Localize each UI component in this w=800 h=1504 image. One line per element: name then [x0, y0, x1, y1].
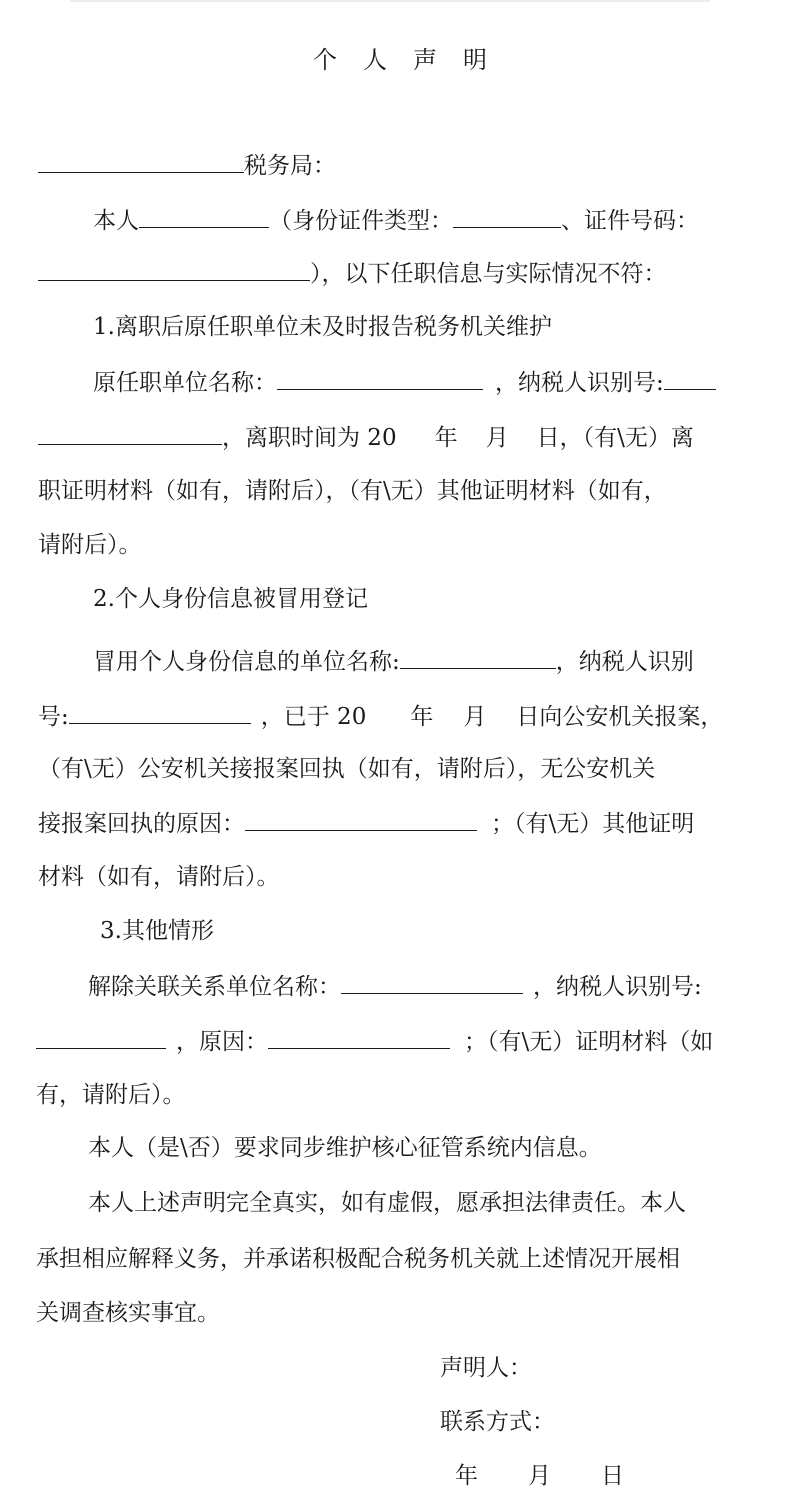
- section-2-line-3: （有\无）公安机关接报案回执（如有，请附后），无公安机关: [38, 756, 656, 782]
- report-year-label: 年: [410, 704, 434, 730]
- section-1-heading: 1.离职后原任职单位未及时报告税务机关维护: [93, 314, 552, 340]
- other-proof-label: ；（有\无）其他证明: [491, 811, 695, 837]
- unlinked-taxpayer-id-label: ，纳税人识别号:: [533, 974, 702, 1000]
- signature-month-label: 月: [528, 1463, 551, 1489]
- pledge-line-2: 承担相应解释义务，并承诺积极配合税务机关就上述情况开展相: [36, 1246, 680, 1272]
- section-2-line-2: [38, 701, 723, 731]
- signature-date: [455, 1461, 624, 1491]
- intro-line-2: [38, 258, 667, 288]
- addressee-label: 税务局：: [244, 153, 336, 179]
- pledge-line-3: 关调查核实事宜。: [36, 1300, 220, 1326]
- id-type-label: （身份证件类型：: [269, 208, 453, 234]
- taxpayer-id-label-b: 号:: [38, 704, 69, 730]
- top-divider: [70, 0, 710, 2]
- section-2-heading: 2.个人身份信息被冒用登记: [93, 586, 368, 612]
- report-month-label: 月: [463, 704, 487, 730]
- id-type-blank[interactable]: [453, 205, 561, 228]
- declarant-label: 声明人：: [440, 1355, 532, 1381]
- name-blank[interactable]: [139, 205, 269, 228]
- intro-trail: ），以下任职信息与实际情况不符：: [310, 261, 667, 287]
- section-1-line-1: [93, 367, 716, 397]
- report-date-label: ，已于 20: [260, 704, 367, 730]
- proof-label: ；（有\无）证明材料（如: [464, 1029, 714, 1055]
- section-1-line-2: [38, 422, 694, 452]
- signature-year-label: 年: [455, 1463, 478, 1489]
- section-1-line-3: 职证明材料（如有，请附后），（有\无）其他证明材料（如有，: [38, 478, 667, 504]
- section-1-line-4: 请附后）。: [38, 532, 142, 558]
- section-3-line-3: 有，请附后）。: [36, 1082, 186, 1108]
- pledge-line-1: 本人上述声明完全真实，如有虚假，愿承担法律责任。本人: [88, 1190, 686, 1216]
- contact-label: 联系方式：: [440, 1409, 555, 1435]
- no-receipt-reason-label: 接报案回执的原因：: [38, 811, 245, 837]
- section-2-line-4: [38, 808, 694, 838]
- section-3-heading: 3.其他情形: [100, 918, 214, 944]
- former-unit-label: 原任职单位名称：: [93, 370, 277, 396]
- tax-bureau-blank[interactable]: [38, 150, 244, 173]
- document-title: 个人声明: [313, 46, 513, 74]
- unlinked-unit-blank[interactable]: [341, 971, 523, 994]
- no-receipt-reason-blank[interactable]: [245, 808, 477, 831]
- impersonating-taxpayer-id-blank[interactable]: [69, 701, 251, 724]
- taxpayer-id-label-a: ，纳税人识别: [555, 649, 694, 675]
- leave-time-label: ，离职时间为 20: [222, 425, 397, 451]
- taxpayer-id-label: ，纳税人识别号:: [495, 370, 664, 396]
- intro-line-1: [93, 205, 699, 235]
- impersonating-unit-label: 冒用个人身份信息的单位名称:: [93, 649, 400, 675]
- reason-label: ，原因：: [176, 1029, 268, 1055]
- former-unit-blank[interactable]: [277, 367, 483, 390]
- leave-year-label: 年: [434, 425, 458, 451]
- unlinked-unit-label: 解除关联关系单位名称：: [88, 974, 341, 1000]
- report-day-label: 日向公安机关报案，: [516, 704, 724, 730]
- unlinked-taxpayer-id-blank[interactable]: [36, 1026, 166, 1049]
- section-3-line-1: [88, 971, 702, 1001]
- reason-blank[interactable]: [268, 1026, 450, 1049]
- self-label: 本人: [93, 208, 139, 234]
- section-3-line-2: [36, 1026, 713, 1056]
- impersonating-unit-blank[interactable]: [400, 646, 556, 669]
- signature-day-label: 日: [601, 1463, 624, 1489]
- id-number-blank[interactable]: [38, 258, 310, 281]
- section-2-line-1: [93, 646, 694, 676]
- leave-day-label: 日，（有\无）离: [536, 425, 694, 451]
- section-2-line-5: 材料（如有，请附后）。: [38, 864, 280, 890]
- taxpayer-id-blank-b[interactable]: [38, 422, 222, 445]
- id-number-label: 、证件号码：: [561, 208, 699, 234]
- taxpayer-id-blank-a[interactable]: [664, 367, 716, 390]
- leave-month-label: 月: [485, 425, 509, 451]
- sync-request-line: 本人（是\否）要求同步维护核心征管系统内信息。: [88, 1135, 602, 1161]
- addressee-line: [38, 150, 336, 180]
